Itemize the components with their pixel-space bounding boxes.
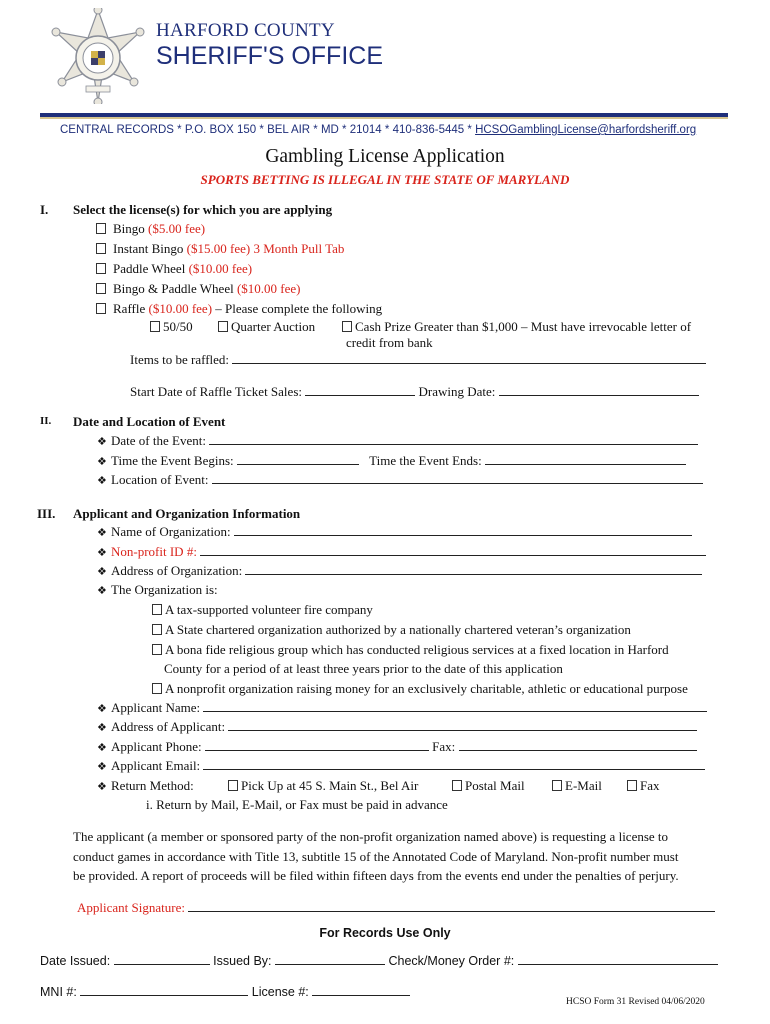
diamond-bullet-icon: ❖ [97, 761, 107, 773]
raffle-type-cash-prize-cont: credit from bank [346, 335, 433, 350]
return-option-label: Fax [640, 778, 660, 793]
diamond-bullet-icon: ❖ [97, 547, 107, 559]
option-fee: ($15.00 fee) 3 Month Pull Tab [186, 241, 345, 256]
org-type-veterans[interactable] [152, 622, 631, 638]
license-number-field[interactable] [312, 984, 410, 996]
license-option-bingo[interactable] [96, 221, 205, 237]
return-option-label: Postal Mail [465, 778, 525, 793]
license-option-bingo-paddle[interactable] [96, 281, 301, 297]
checkbox[interactable] [150, 321, 160, 332]
section-3-heading: Applicant and Organization Information [73, 506, 301, 521]
date-issued-label: Date Issued: [40, 954, 111, 968]
signature-row [77, 900, 715, 916]
raffle-type-label: Cash Prize Greater than $1,000 – Must have irrevocable letter of [355, 319, 692, 334]
org-type-nonprofit[interactable] [152, 681, 688, 697]
nonprofit-id-row [97, 544, 706, 560]
raffle-type-label: 50/50 [163, 319, 193, 334]
applicant-address-field[interactable] [228, 719, 697, 731]
raffle-type-label: Quarter Auction [231, 319, 316, 334]
office-name: SHERIFF'S OFFICE [156, 42, 384, 70]
checkbox[interactable] [96, 243, 106, 254]
drawing-date-label: Drawing Date: [418, 384, 496, 399]
issued-by-label: Issued By: [213, 954, 272, 968]
org-type-label: A nonprofit organization raising money for an exclusively charitable, athletic or educational purpose [165, 681, 688, 696]
return-option-pickup[interactable] [228, 778, 418, 794]
diamond-bullet-icon: ❖ [97, 585, 107, 597]
county-name: HARFORD COUNTY [156, 20, 335, 41]
items-raffled-row [130, 352, 706, 368]
applicant-address-row [97, 719, 697, 735]
event-location-label: Location of Event: [111, 472, 209, 487]
section-1-heading: Select the license(s) for which you are applying [73, 202, 333, 217]
applicant-phone-row [97, 739, 697, 755]
records-heading: For Records Use Only [319, 926, 451, 940]
nonprofit-id-field[interactable] [200, 544, 706, 556]
return-method-label: Return Method: [111, 778, 194, 793]
option-fee: ($5.00 fee) [148, 221, 206, 236]
license-option-instant-bingo[interactable] [96, 241, 344, 257]
event-location-row [97, 472, 703, 488]
applicant-phone-field[interactable] [205, 739, 429, 751]
records-row-1 [40, 953, 718, 968]
checkbox[interactable] [96, 283, 106, 294]
fax-field[interactable] [459, 739, 697, 751]
applicant-name-field[interactable] [203, 700, 707, 712]
applicant-name-row [97, 700, 707, 716]
diamond-bullet-icon: ❖ [97, 781, 107, 793]
statement-line-2: conduct games in accordance with Title 13, subtitle 15 of the Annotated Code of Maryland. Non-profit number must [73, 849, 679, 864]
return-method-row [97, 778, 194, 794]
option-note: – Please complete the following [212, 301, 383, 316]
checkbox[interactable] [96, 223, 106, 234]
event-ends-field[interactable] [485, 453, 686, 465]
raffle-type-cash-prize[interactable] [342, 319, 691, 335]
section-1-numeral: I. [40, 202, 49, 217]
org-address-field[interactable] [245, 563, 702, 575]
records-row-2 [40, 984, 410, 999]
org-type-label: A tax-supported volunteer fire company [165, 602, 373, 617]
event-location-field[interactable] [212, 472, 703, 484]
license-number-label: License #: [251, 985, 309, 999]
check-number-label: Check/Money Order #: [388, 954, 515, 968]
option-label: Instant Bingo [113, 241, 187, 256]
drawing-date-field[interactable] [499, 384, 699, 396]
return-note: i. Return by Mail, E-Mail, or Fax must be paid in advance [146, 797, 448, 812]
checkbox[interactable] [627, 780, 637, 791]
event-begins-label: Time the Event Begins: [111, 453, 234, 468]
checkbox[interactable] [96, 263, 106, 274]
applicant-phone-label: Applicant Phone: [111, 739, 202, 754]
return-option-email[interactable] [552, 778, 602, 794]
org-name-label: Name of Organization: [111, 524, 231, 539]
raffle-type-5050[interactable] [150, 319, 193, 335]
event-date-label: Date of the Event: [111, 433, 206, 448]
signature-field[interactable] [188, 900, 715, 912]
checkbox[interactable] [152, 683, 162, 694]
diamond-bullet-icon: ❖ [97, 703, 107, 715]
items-raffled-label: Items to be raffled: [130, 352, 230, 367]
mni-field[interactable] [80, 984, 248, 996]
checkbox[interactable] [152, 624, 162, 635]
contact-line [60, 124, 696, 136]
checkbox[interactable] [96, 303, 106, 314]
section-2-numeral: II. [40, 415, 52, 427]
diamond-bullet-icon: ❖ [97, 527, 107, 539]
license-option-paddle-wheel[interactable] [96, 261, 252, 277]
items-raffled-field[interactable] [232, 352, 706, 364]
applicant-address-label: Address of Applicant: [111, 719, 226, 734]
org-name-row [97, 524, 692, 540]
diamond-bullet-icon: ❖ [97, 475, 107, 487]
option-label: Bingo [113, 221, 149, 236]
signature-label: Applicant Signature: [77, 900, 185, 915]
issued-by-field[interactable] [275, 953, 385, 965]
org-type-religious-cont: County for a period of at least three years prior to the date of this application [164, 661, 563, 676]
form-title: Gambling License Application [265, 146, 505, 167]
section-2-heading: Date and Location of Event [73, 414, 226, 429]
license-option-raffle[interactable] [96, 301, 382, 317]
org-type-fire-company[interactable] [152, 602, 373, 618]
return-option-label: E-Mail [565, 778, 602, 793]
nonprofit-id-label: Non-profit ID #: [111, 544, 197, 559]
start-date-label: Start Date of Raffle Ticket Sales: [130, 384, 302, 399]
applicant-email-row [97, 758, 705, 774]
raffle-dates-row [130, 384, 699, 400]
start-date-field[interactable] [305, 384, 415, 396]
mni-label: MNI #: [40, 985, 77, 999]
checkbox[interactable] [228, 780, 238, 791]
checkbox[interactable] [152, 604, 162, 615]
diamond-bullet-icon: ❖ [97, 566, 107, 578]
event-date-row [97, 433, 698, 449]
option-fee: ($10.00 fee) [148, 301, 213, 316]
diamond-bullet-icon: ❖ [97, 436, 107, 448]
checkbox[interactable] [452, 780, 462, 791]
option-fee: ($10.00 fee) [188, 261, 253, 276]
raffle-type-quarter-auction[interactable] [218, 319, 315, 335]
org-address-label: Address of Organization: [111, 563, 243, 578]
event-ends-label: Time the Event Ends: [369, 453, 482, 468]
return-option-fax[interactable] [627, 778, 660, 794]
org-is-row [97, 582, 218, 598]
applicant-email-label: Applicant Email: [111, 758, 201, 773]
fax-label: Fax: [432, 739, 456, 754]
statement-line-3: be provided. A report of proceeds will be filed within fifteen days from the events end under the penalties of perjury. [73, 868, 679, 883]
option-fee: ($10.00 fee) [236, 281, 301, 296]
applicant-name-label: Applicant Name: [111, 700, 201, 715]
event-begins-field[interactable] [237, 453, 359, 465]
option-label: Paddle Wheel [113, 261, 189, 276]
contact-address: CENTRAL RECORDS * P.O. BOX 150 * BEL AIR * MD * 21014 * 410-836-5445 * [60, 124, 476, 136]
checkbox[interactable] [552, 780, 562, 791]
checkbox[interactable] [218, 321, 228, 332]
event-date-field[interactable] [209, 433, 698, 445]
section-3-numeral: III. [37, 506, 56, 521]
org-name-field[interactable] [234, 524, 692, 536]
diamond-bullet-icon: ❖ [97, 742, 107, 754]
diamond-bullet-icon: ❖ [97, 722, 107, 734]
form-footer: HCSO Form 31 Revised 04/06/2020 [566, 997, 705, 1007]
sheriff-star-logo [48, 8, 148, 104]
header-rule-gold [40, 117, 728, 119]
org-type-label: A State chartered organization authorized by a nationally chartered veteran’s organization [165, 622, 631, 637]
contact-email-link[interactable]: HCSOGamblingLicense@harfordsheriff.org [475, 124, 697, 136]
org-type-religious[interactable] [152, 642, 669, 658]
org-type-label: A bona fide religious group which has conducted religious services at a fixed location in Harford [165, 642, 669, 657]
org-is-label: The Organization is: [111, 582, 218, 597]
statement-line-1: The applicant (a member or sponsored party of the non-profit organization named above) is requesting a license to [73, 829, 669, 844]
checkbox[interactable] [342, 321, 352, 332]
applicant-email-field[interactable] [203, 758, 705, 770]
diamond-bullet-icon: ❖ [97, 456, 107, 468]
sports-betting-warning: SPORTS BETTING IS ILLEGAL IN THE STATE OF MARYLAND [200, 172, 570, 187]
return-option-postal[interactable] [452, 778, 525, 794]
event-time-row [97, 453, 686, 469]
checkbox[interactable] [152, 644, 162, 655]
option-label: Raffle [113, 301, 149, 316]
org-address-row [97, 563, 702, 579]
check-number-field[interactable] [518, 953, 718, 965]
return-option-label: Pick Up at 45 S. Main St., Bel Air [241, 778, 419, 793]
option-label: Bingo & Paddle Wheel [113, 281, 237, 296]
date-issued-field[interactable] [114, 953, 210, 965]
